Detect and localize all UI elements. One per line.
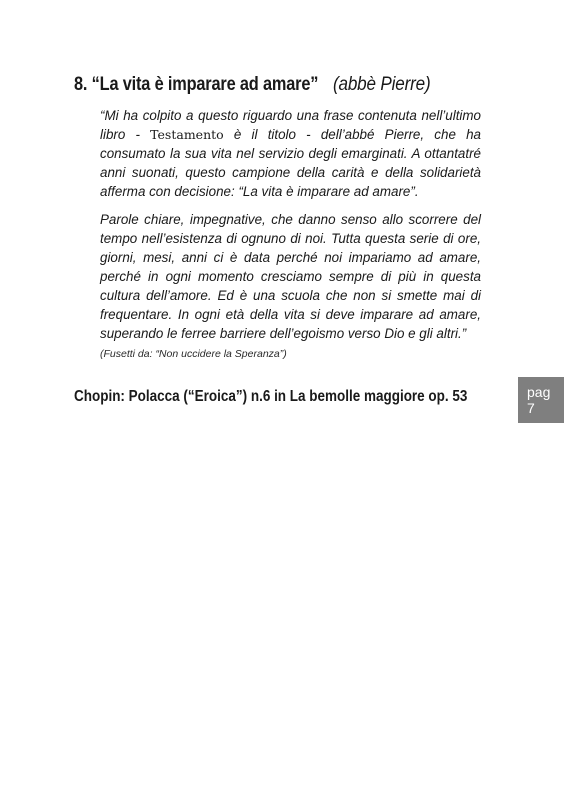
section-attribution: (abbè Pierre): [333, 74, 431, 95]
section-heading: [74, 74, 494, 96]
section-title: 8. “La vita è imparare ad amare”: [74, 74, 319, 95]
quote-paragraph-2: Parole chiare, impegnative, che danno senso allo scorrere del tempo nell’esistenza di ognuno di noi. Tutta questa serie di ore, giorni, mesi, anni ci è data perché noi impariamo ad amare, perché in ogni momento cresciamo sempre di più in questa cultura dell’amore. Ed è una scuola che non si smette mai di frequentare. In ogni età della vita si deve imparare ad amare, superando le ferree barriere dell’egoismo verso Dio e gli altri.”: [100, 212, 481, 341]
music-title: Chopin: Polacca (“Eroica”) n.6 in La bemolle maggiore op. 53: [74, 388, 468, 405]
page-number: 7: [527, 400, 535, 416]
page-number-tab: [518, 377, 564, 423]
quote-paragraph-1-end: è il titolo - dell’abbé Pierre, che ha consumato la sua vita nel servizio degli emarginati. A ottantatré anni suonati, questo campione della carità e della solidarietà afferma con decisione: “La vita è imparare ad amare”.: [100, 127, 481, 199]
quote-paragraph-1-start: “Mi ha colpito a questo riguardo una frase contenuta nell’ultimo libro -: [100, 108, 481, 142]
quote-source: (Fusetti da: “Non uccidere la Speranza”): [100, 348, 287, 360]
quote-paragraph-1: [100, 106, 481, 201]
book-title: Testamento: [150, 127, 224, 142]
page-label: pag: [527, 384, 551, 400]
